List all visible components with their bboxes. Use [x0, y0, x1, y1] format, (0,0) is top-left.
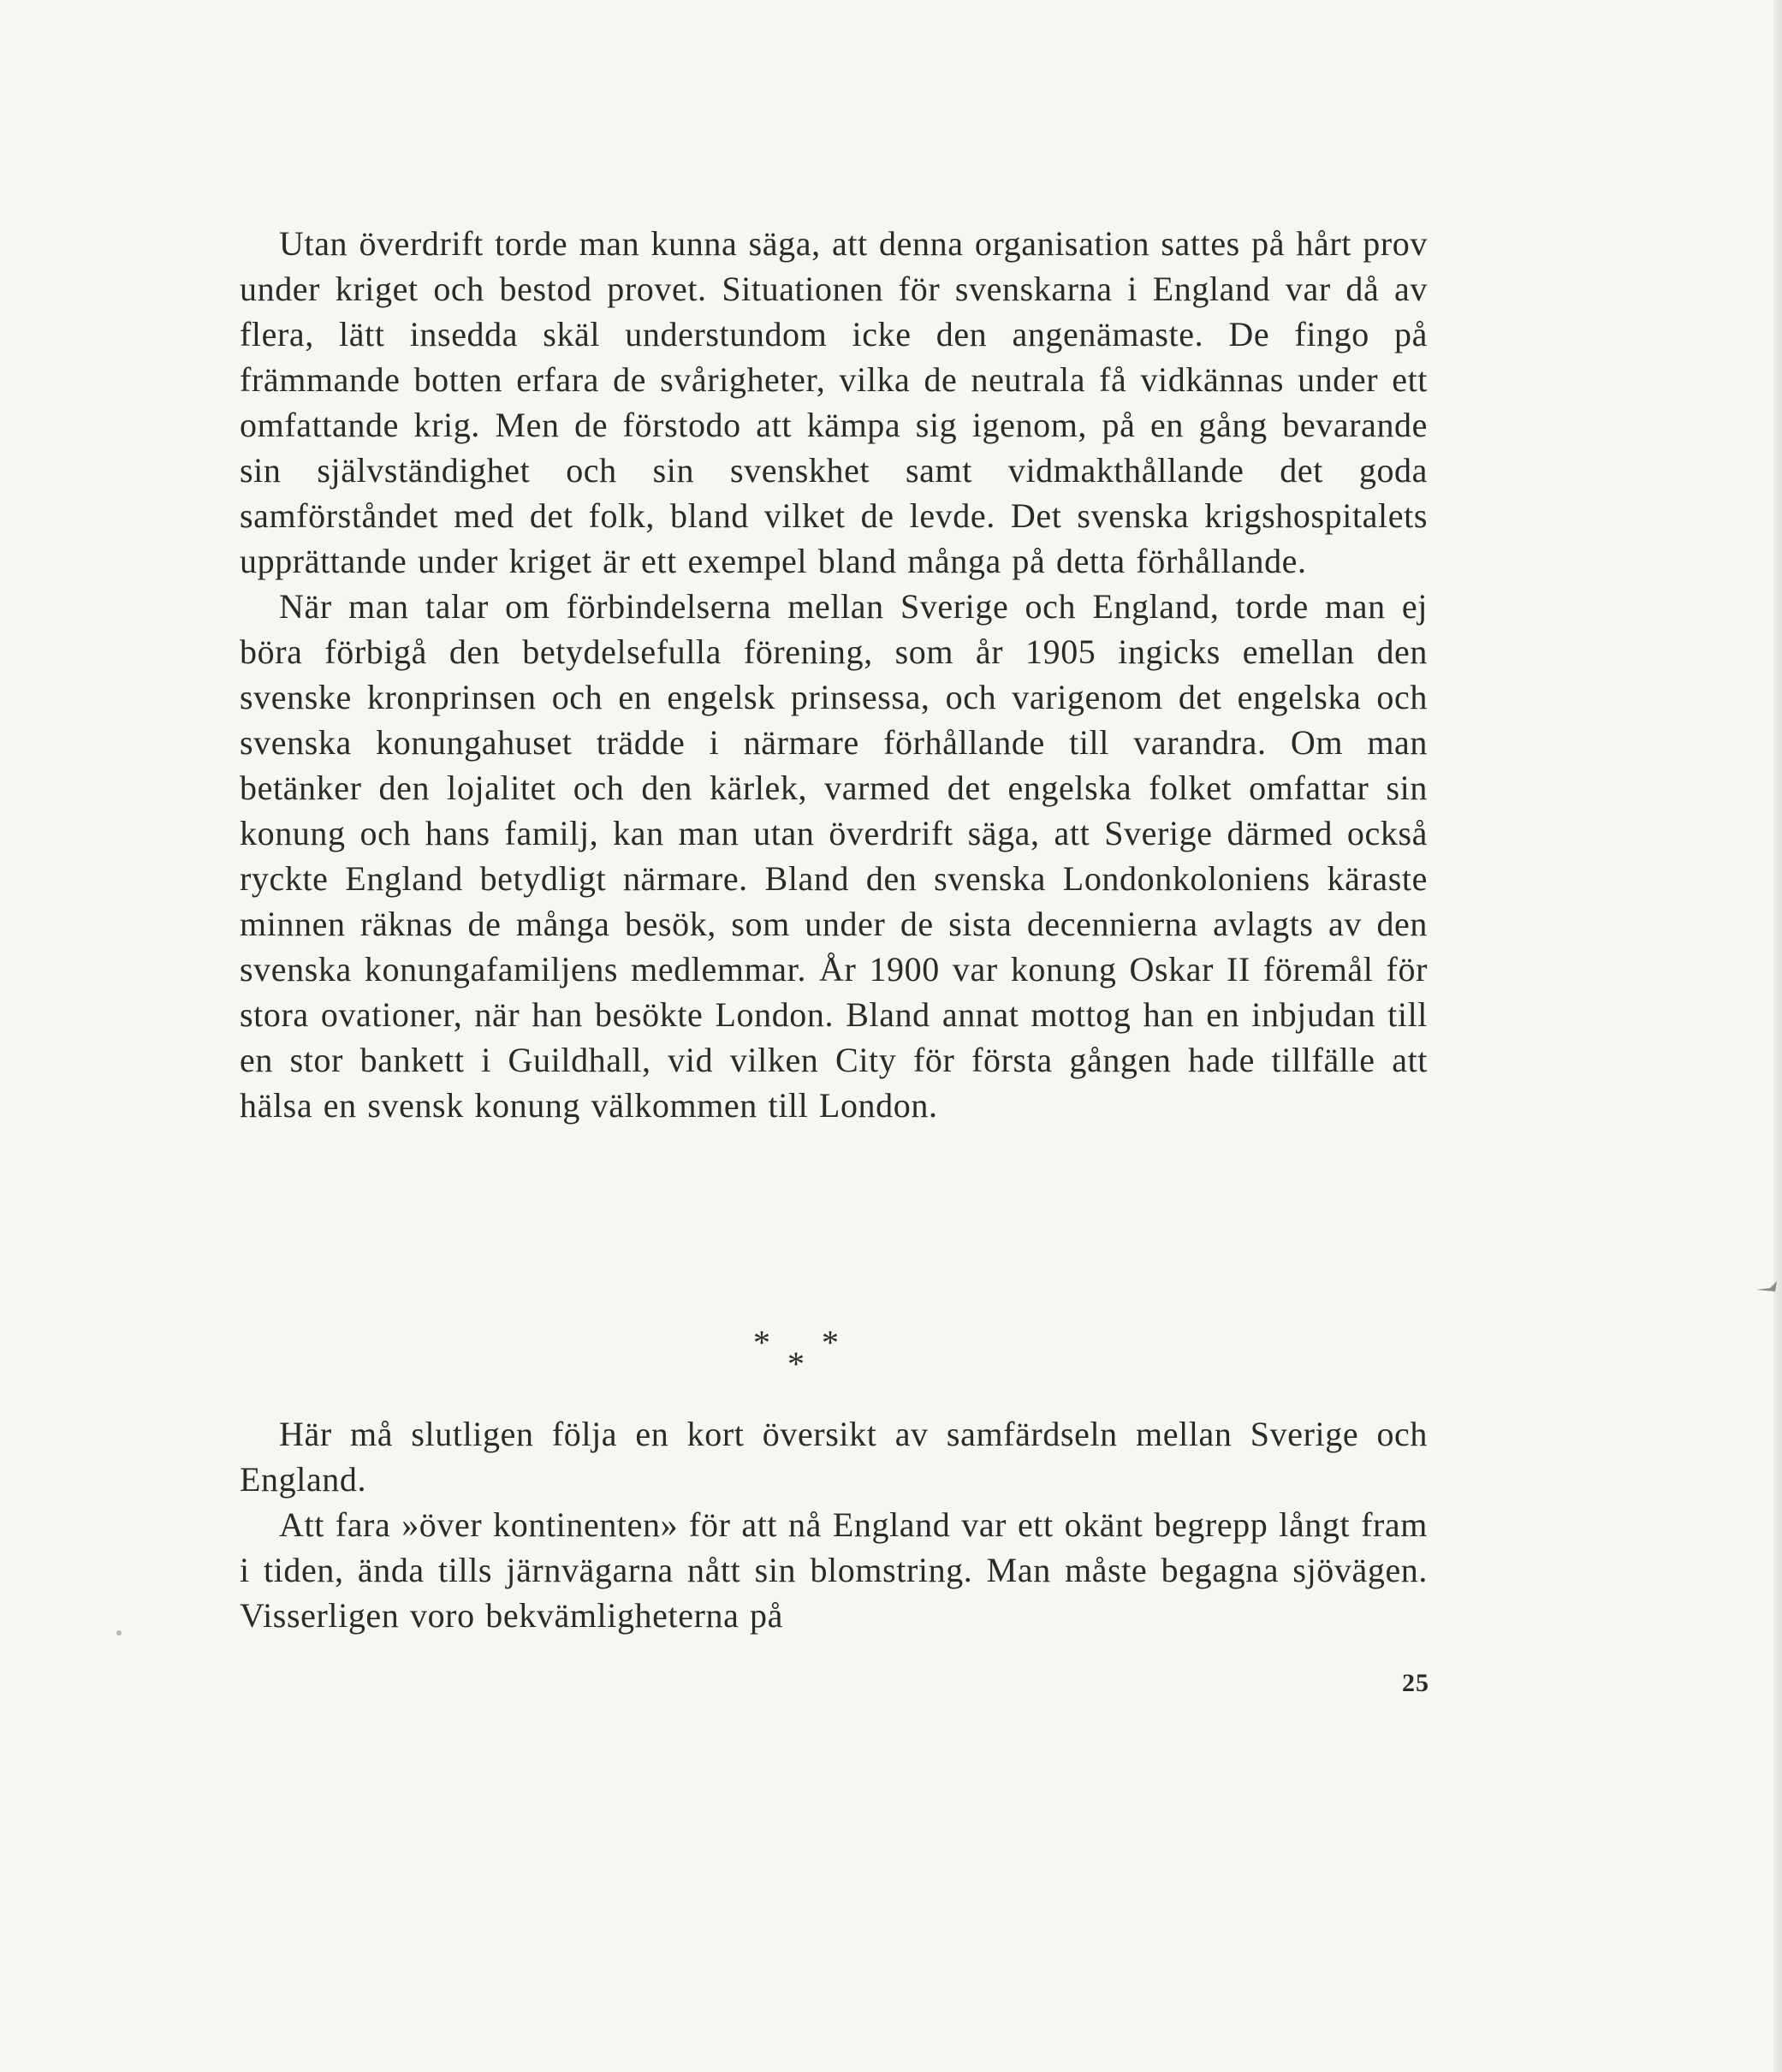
- text-block-main: [240, 221, 1428, 1128]
- text-block-transport: [240, 1411, 1428, 1638]
- separator-asterisk: *: [787, 1345, 805, 1383]
- page-number: 25: [1402, 1669, 1429, 1697]
- page-edge-shadow: [1773, 0, 1782, 2072]
- margin-mark-icon: [1755, 1279, 1779, 1295]
- separator-asterisk: *: [822, 1323, 839, 1362]
- paragraph-royal-connection: När man talar om förbindelserna mellan Sverige och England, torde man ej böra förbigå den betydelsefulla förening, som år 1905 ingicks emellan den svenske kronprinsen och en engelsk prinsessa, och varigenom det engelska och svenska konungahuset trädde i närmare förhållande till varandra. Om man betänker den lojalitet och den kärlek, varmed det engelska folket omfattar sin konung och hans familj, kan man utan överdrift säga, att Sverige därmed också ryckte England betydligt närmare. Bland den svenska Londonkoloniens käraste minnen räknas de många besök, som under de sista decennierna avlagts av den svenska konungafamiljens medlemmar. År 1900 var konung Oskar II föremål för stora ovationer, när han besökte London. Bland annat mottog han en inbjudan till en stor bankett i Guildhall, vid vilken City för första gången hade tillfälle att hälsa en svensk konung välkommen till London.: [240, 587, 1428, 1125]
- separator-asterisk: *: [753, 1323, 770, 1362]
- paragraph-wartime-organisation: Utan överdrift torde man kunna säga, att denna organisation sattes på hårt prov under kriget och bestod provet. Situationen för svenskarna i England var då av flera, lätt insedda skäl understundom icke den angenämaste. De fingo på främmande botten erfara de svårigheter, vilka de neutrala få vidkännas under ett omfattande krig. Men de förstodo att kämpa sig igenom, på en gång bevarande sin självständighet och sin svenskhet samt vidmakthållande det goda samförståndet med det folk, bland vilket de levde. Det svenska krigshospitalets upprättande under kriget är ett exempel bland många på detta förhållande.: [240, 224, 1428, 580]
- paragraph-transport-intro: Här må slutligen följa en kort översikt av samfärdseln mellan Sverige och England.: [240, 1415, 1428, 1499]
- paragraph-sea-route: Att fara »över kontinenten» för att nå England var ett okänt begrepp långt fram i tiden, ända tills järnvägarna nått sin blomstring. Man måste begagna sjövägen. Visserligen voro bekvämligheterna på: [240, 1505, 1428, 1635]
- paper-speck: [116, 1630, 122, 1636]
- section-separator: [753, 1322, 924, 1382]
